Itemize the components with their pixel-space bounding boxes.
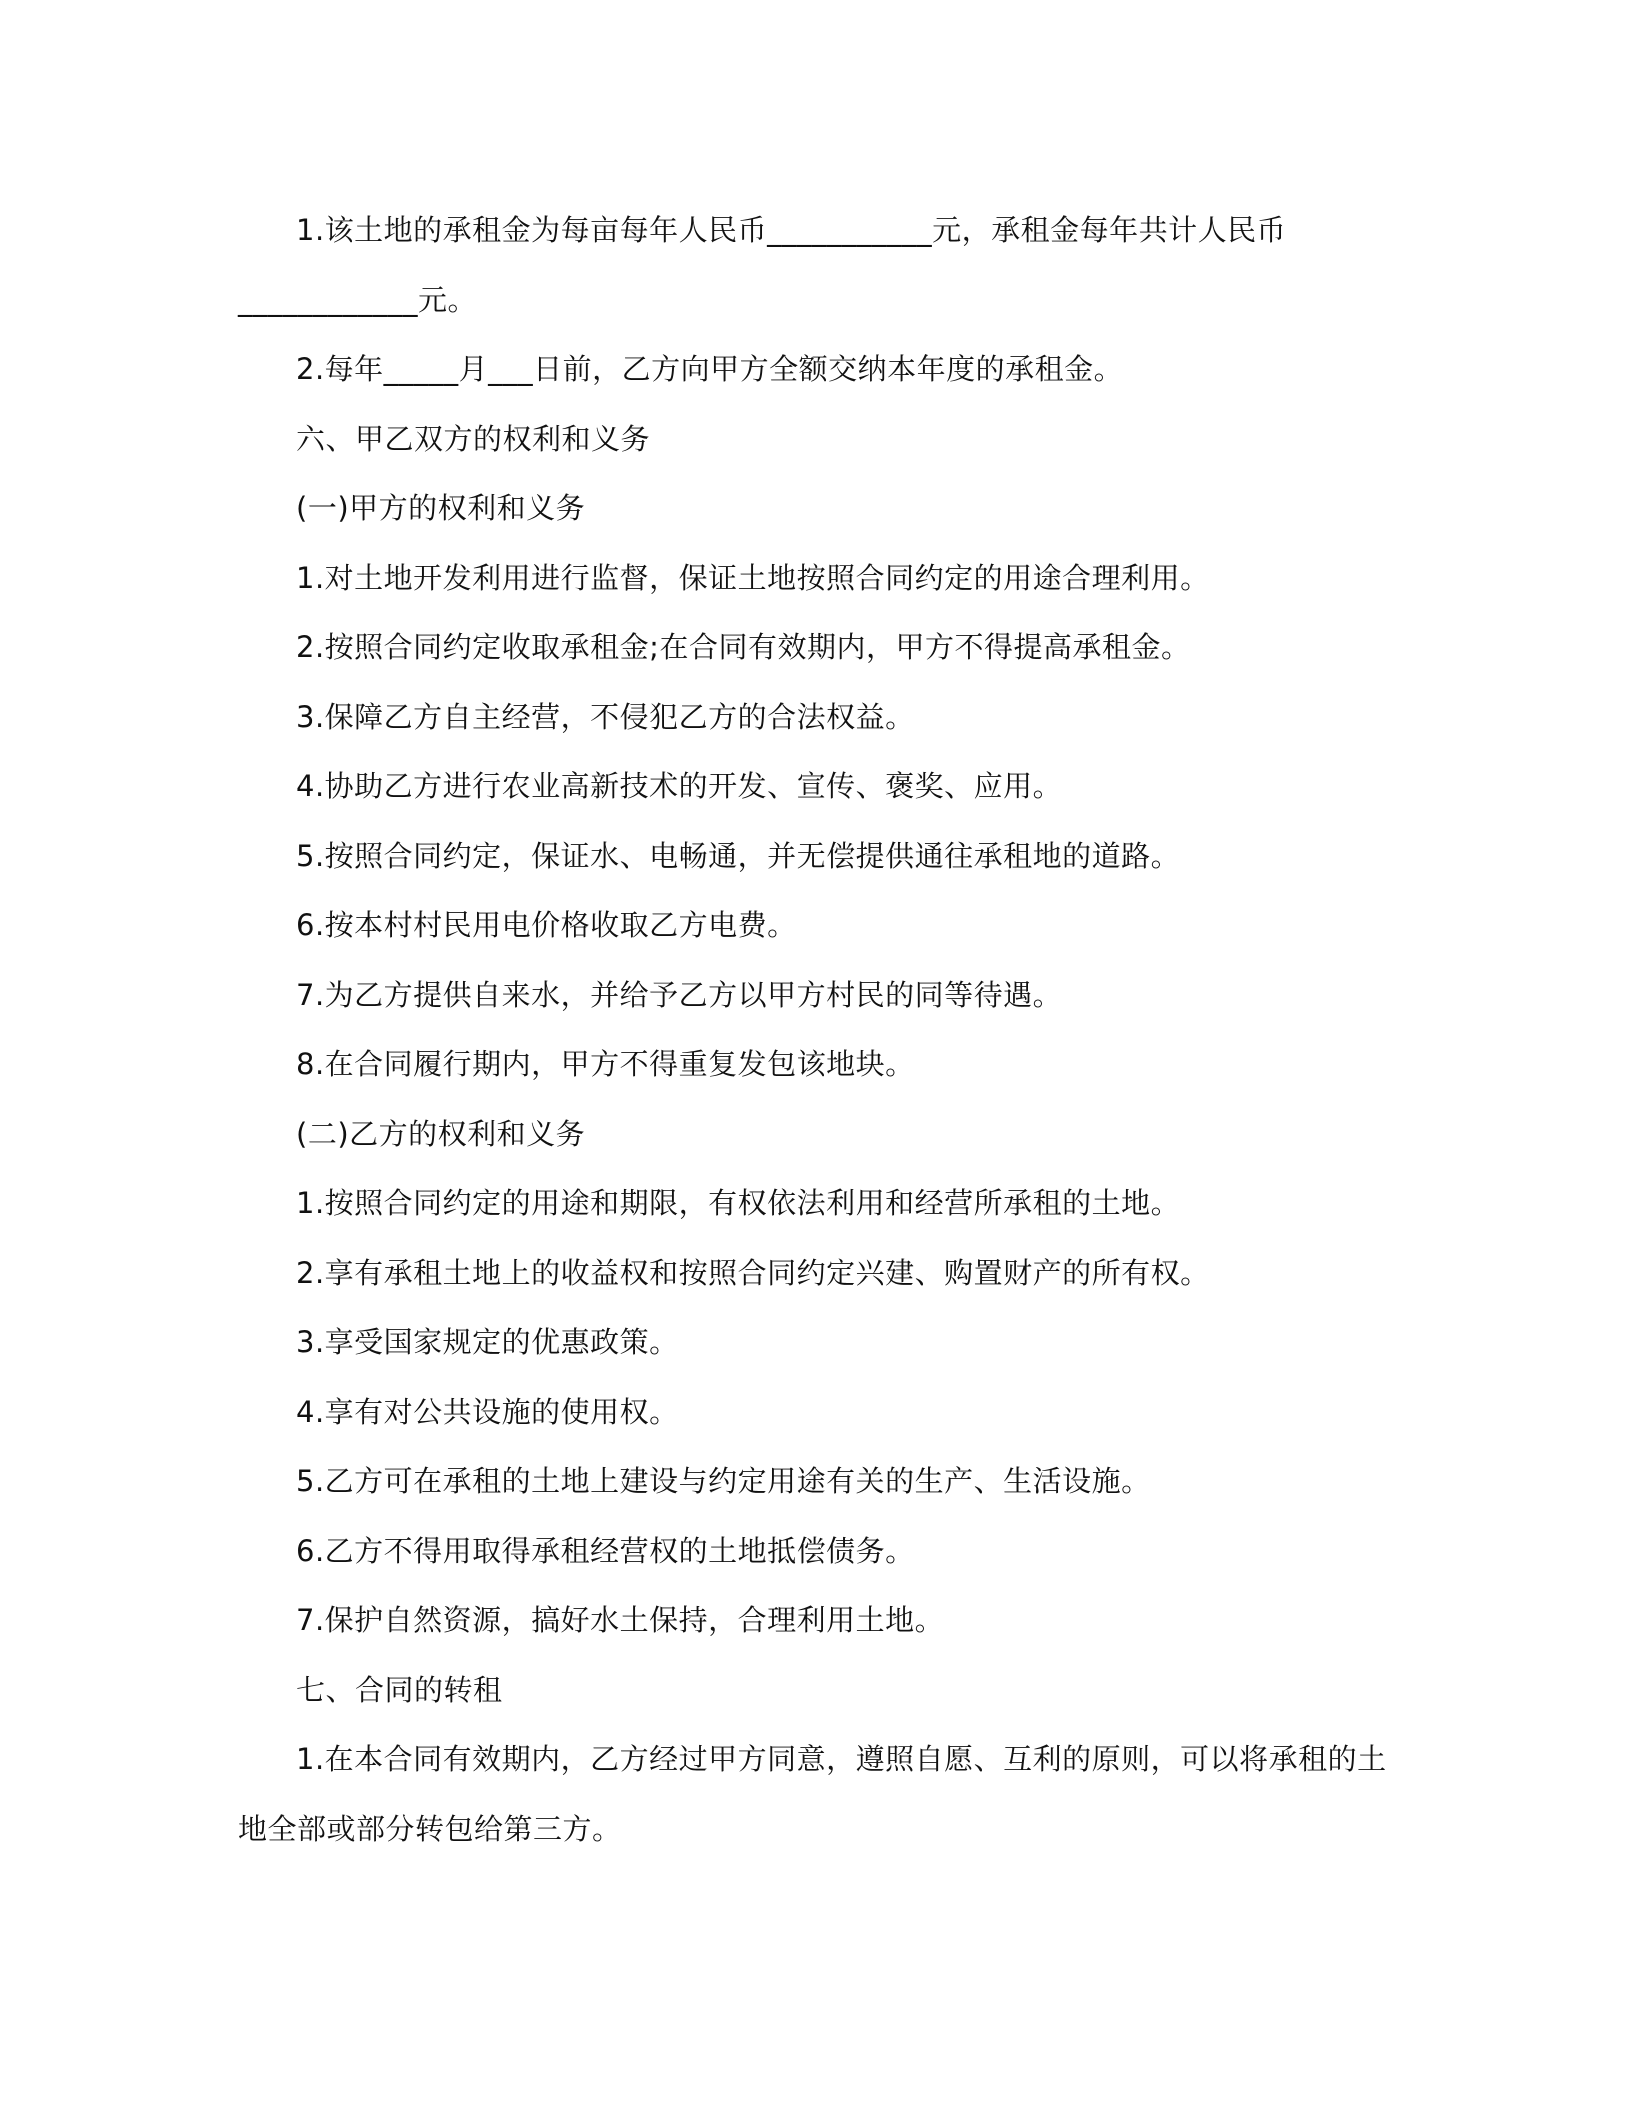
subsection-heading-party-b: (二)乙方的权利和义务 bbox=[296, 1116, 586, 1151]
list-item: 6.乙方不得用取得承租经营权的土地抵偿债务。 bbox=[296, 1533, 915, 1568]
list-item: 3.享受国家规定的优惠政策。 bbox=[296, 1325, 679, 1359]
list-item: 8.在合同履行期内，甲方不得重复发包该地块。 bbox=[296, 1047, 915, 1081]
list-item: 1.按照合同约定的用途和期限，有权依法利用和经营所承租的土地。 bbox=[296, 1186, 1181, 1220]
list-item: 6.按本村村民用电价格收取乙方电费。 bbox=[296, 908, 797, 942]
list-item: 5.乙方可在承租的土地上建设与约定用途有关的生产、生活设施。 bbox=[296, 1464, 1151, 1498]
list-item: 4.协助乙方进行农业高新技术的开发、宣传、褒奖、应用。 bbox=[296, 769, 1063, 803]
paragraph-payment-date: 2.每年_____月___日前，乙方向甲方全额交纳本年度的承租金。 bbox=[296, 352, 1124, 386]
section-heading-sublease: 七、合同的转租 bbox=[296, 1672, 503, 1707]
section-heading-rights-obligations: 六、甲乙双方的权利和义务 bbox=[296, 421, 651, 456]
paragraph-sublease-terms: 1.在本合同有效期内，乙方经过甲方同意，遵照自愿、互利的原则，可以将承租的土地全部或部分转包给第三方。 bbox=[238, 1742, 1387, 1846]
paragraph-rent-amount: 1.该土地的承租金为每亩每年人民币___________元，承租金每年共计人民币____________元。 bbox=[238, 213, 1287, 317]
list-item: 7.为乙方提供自来水，并给予乙方以甲方村民的同等待遇。 bbox=[296, 977, 1063, 1012]
list-item: 2.享有承租土地上的收益权和按照合同约定兴建、购置财产的所有权。 bbox=[296, 1255, 1210, 1290]
list-item: 4.享有对公共设施的使用权。 bbox=[296, 1394, 679, 1429]
list-item: 5.按照合同约定，保证水、电畅通，并无偿提供通往承租地的道路。 bbox=[296, 838, 1181, 873]
subsection-heading-party-a: (一)甲方的权利和义务 bbox=[296, 491, 586, 525]
list-item: 1.对土地开发利用进行监督，保证土地按照合同约定的用途合理利用。 bbox=[296, 560, 1210, 595]
list-item: 2.按照合同约定收取承租金;在合同有效期内，甲方不得提高承租金。 bbox=[296, 630, 1191, 664]
document-body bbox=[238, 196, 1388, 1864]
list-item: 7.保护自然资源，搞好水土保持，合理利用土地。 bbox=[296, 1603, 945, 1637]
list-item: 3.保障乙方自主经营，不侵犯乙方的合法权益。 bbox=[296, 699, 915, 734]
